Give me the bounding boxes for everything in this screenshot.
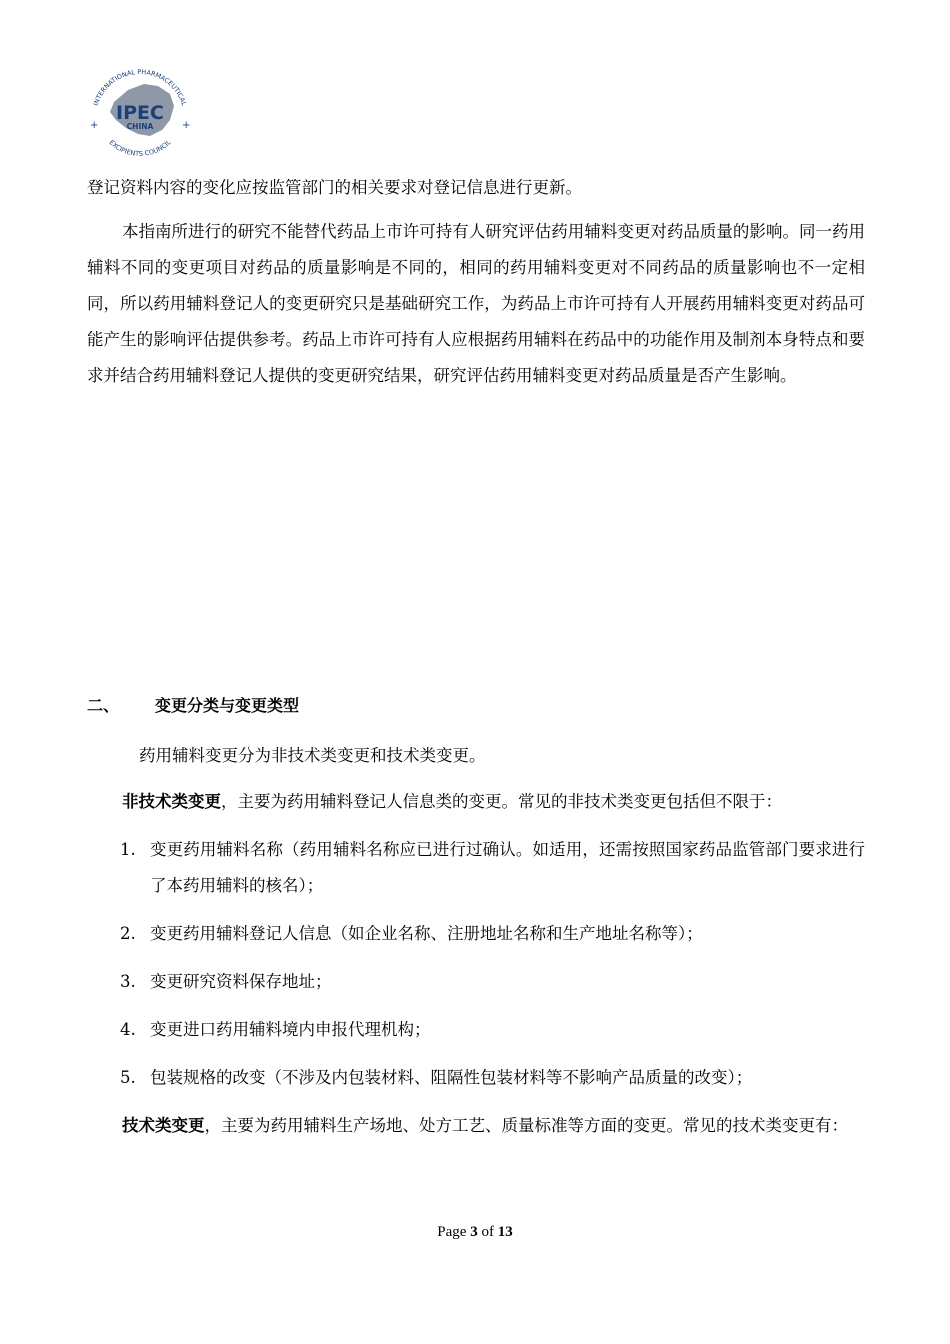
list-item-number: 1.: [120, 840, 136, 859]
list-item-text: 变更研究资料保存地址；: [150, 972, 332, 991]
tech-description: ，主要为药用辅料生产场地、处方工艺、质量标准等方面的变更。常见的技术类变更有：: [204, 1116, 848, 1135]
list-item: [120, 916, 865, 952]
footer-of-word: of: [481, 1224, 494, 1240]
list-item-number: 5.: [120, 1068, 136, 1087]
list-item-text: 包装规格的改变（不涉及内包装材料、阻隔性包装材料等不影响产品质量的改变）；: [150, 1068, 753, 1087]
paragraph-research-scope: 本指南所进行的研究不能替代药品上市许可持有人研究评估药用辅料变更对药品质量的影响。同一药用辅料不同的变更项目对药品的质量影响是不同的，相同的药用辅料变更对不同药品的质量影响也不一定相同，所以药用辅料登记人的变更研究只是基础研究工作，为药品上市许可持有人开展药用辅料变更对药品可能产生的影响评估提供参考。药品上市许可持有人应根据药用辅料在药品中的功能作用及制剂本身特点和要求并结合药用辅料登记人提供的变更研究结果，研究评估药用辅料变更对药品质量是否产生影响。: [87, 222, 865, 385]
paragraph-registration-update: 登记资料内容的变化应按监管部门的相关要求对登记信息进行更新。: [87, 178, 582, 197]
list-item-text: 变更药用辅料登记人信息（如企业名称、注册地址名称和生产地址名称等）；: [150, 924, 703, 943]
list-item-number: 2.: [120, 924, 136, 943]
page-footer: [0, 1224, 950, 1241]
footer-total-pages: 13: [497, 1224, 513, 1240]
logo-ring-bottom: EXCIPIENTS COUNCIL: [107, 138, 173, 158]
logo-main-text: IPEC: [116, 102, 164, 124]
nontech-paragraph: [87, 784, 865, 820]
nontech-description: ，主要为药用辅料登记人信息类的变更。常见的非技术类变更包括但不限于：: [221, 792, 782, 811]
list-item: [120, 1060, 865, 1096]
ipec-logo-graphic: [84, 66, 196, 166]
section-number: 二、: [87, 696, 120, 715]
section-heading: [87, 692, 299, 720]
section-title: 变更分类与变更类型: [155, 696, 300, 715]
list-item-number: 4.: [120, 1020, 136, 1039]
logo-plus-left: +: [90, 120, 99, 131]
list-item: [120, 964, 865, 1000]
list-item: [120, 1012, 865, 1048]
footer-current-page: 3: [470, 1224, 478, 1240]
section-intro: 药用辅料变更分为非技术类变更和技术类变更。: [139, 746, 486, 765]
list-item: [120, 832, 865, 904]
footer-page-word: Page: [437, 1224, 467, 1240]
list-item-text: 变更进口药用辅料境内申报代理机构；: [150, 1020, 431, 1039]
logo-plus-right: +: [182, 120, 191, 131]
logo-ring-top: INTERNATIONAL PHARMACEUTICAL: [91, 67, 189, 107]
ipec-china-logo: [84, 66, 196, 166]
tech-paragraph: [87, 1108, 865, 1144]
tech-label: 技术类变更: [122, 1116, 205, 1135]
nontech-label: 非技术类变更: [122, 792, 221, 811]
logo-sub-text: CHINA: [126, 122, 154, 131]
list-item-number: 3.: [120, 972, 136, 991]
list-item-text: 变更药用辅料名称（药用辅料名称应已进行过确认。如适用，还需按照国家药品监管部门要求进行了本药用辅料的核名）；: [150, 840, 865, 895]
